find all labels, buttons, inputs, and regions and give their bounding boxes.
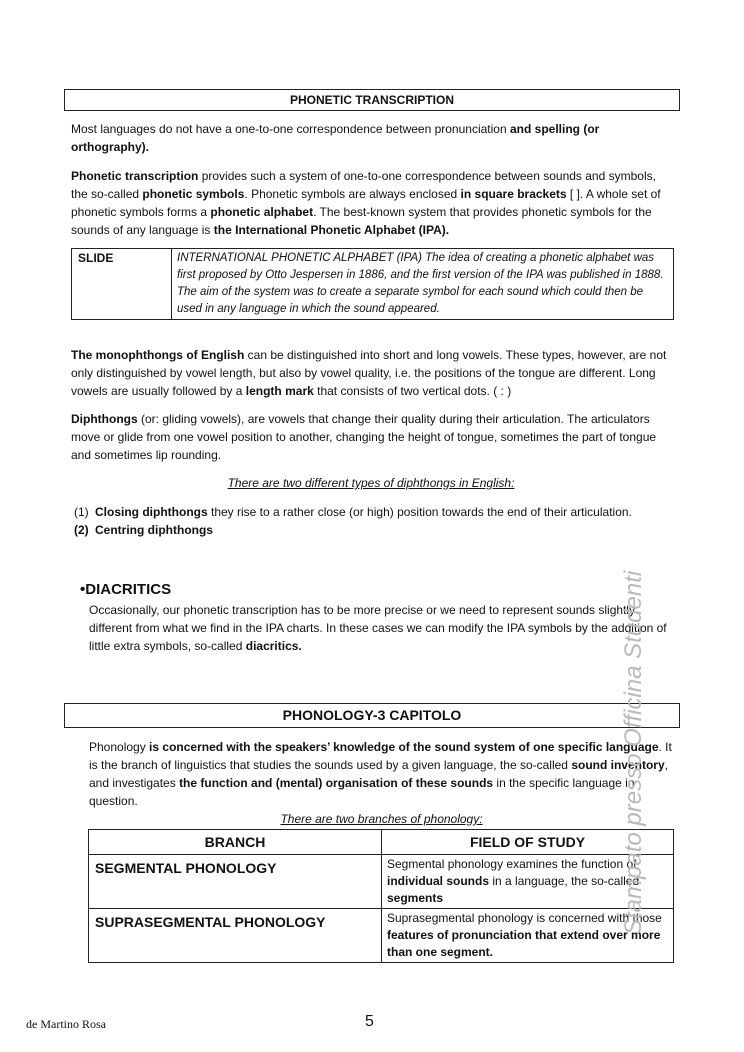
branch-description: Suprasegmental phonology is concerned with those features of pronunciation that extend over more than one segment. xyxy=(382,909,674,963)
table-row xyxy=(89,909,674,963)
branches-intro: There are two branches of phonology: xyxy=(280,812,483,826)
bullet-icon: • xyxy=(80,581,86,598)
slide-table xyxy=(71,248,674,320)
paragraph-monophthongs: The monophthongs of English can be distinguished into short and long vowels. These types, however, are not only distinguished by vowel length, but also by vowel quality, i.e. the positions of the tongue are different. Long vowels are usually followed by a length mark that consists of two vertical dots. ( : ) xyxy=(71,348,667,398)
watermark: Stampato presso Officina Studenti xyxy=(620,570,647,935)
header-branch: BRANCH xyxy=(89,830,382,855)
diphthong-list xyxy=(74,503,674,539)
branch-name: SUPRASEGMENTAL PHONOLOGY xyxy=(89,909,382,963)
list-item: (1) Closing diphthongs they rise to a rather close (or high) position towards the end of their articulation. xyxy=(74,505,632,519)
branch-description: Segmental phonology examines the function of individual sounds in a language, the so-called segments xyxy=(382,855,674,909)
paragraph-diphthongs: Diphthongs (or: gliding vowels), are vowels that change their quality during their articulation. The articulators move or glide from one vowel position to another, changing the height of tongue, sometimes the part of tongue and sometimes lip rounding. xyxy=(71,412,657,462)
paragraph-diacritics: Occasionally, our phonetic transcription has to be more precise or we need to represent sounds slightly different from what we find in the IPA charts. In these cases we can modify the IPA symbols by the addition of little extra symbols, so-called diacritics. xyxy=(89,603,667,653)
paragraph-orthography: Most languages do not have a one-to-one correspondence between pronunciation and spelling (or orthography). xyxy=(71,122,600,154)
paragraph-phonetic-transcription: Phonetic transcription provides such a system of one-to-one correspondence between sounds and symbols, the so-called phonetic symbols. Phonetic symbols are always enclosed in square brackets [ ]. A whole set of phonetic symbols forms a phonetic alphabet. The best-known system that provides phonetic symbols for the sounds of any language is the International Phonetic Alphabet (IPA). xyxy=(71,169,661,237)
slide-text: INTERNATIONAL PHONETIC ALPHABET (IPA) The idea of creating a phonetic alphabet was first proposed by Otto Jespersen in 1886, and the first version of the IPA was published in 1888. The aim of the system was to create a separate symbol for each sound which could then be used in any language in which the sound appeared. xyxy=(172,249,674,320)
branches-table xyxy=(88,829,674,963)
slide-label: SLIDE xyxy=(72,249,172,320)
footer-author: de Martino Rosa xyxy=(26,1017,106,1031)
table-header-row xyxy=(89,830,674,855)
paragraph-phonology: Phonology is concerned with the speakers’ knowledge of the sound system of one specific language. It is the branch of linguistics that studies the sounds used by a given language, the so-called sound inventory, and investigates the function and (mental) organisation of these sounds in the specific language in question. xyxy=(89,740,672,808)
slide-row xyxy=(72,249,674,320)
section-title-phonetic-transcription: PHONETIC TRANSCRIPTION xyxy=(64,89,680,111)
branch-name: SEGMENTAL PHONOLOGY xyxy=(89,855,382,909)
table-row xyxy=(89,855,674,909)
diphthong-types-intro: There are two different types of diphthongs in English: xyxy=(227,476,515,490)
section-title-phonology: PHONOLOGY-3 CAPITOLO xyxy=(64,703,680,728)
header-field-of-study: FIELD OF STUDY xyxy=(382,830,674,855)
diacritics-heading: •DIACRITICS xyxy=(80,581,172,598)
page-number: 5 xyxy=(365,1013,374,1030)
list-item: (2) Centring diphthongs xyxy=(74,523,213,537)
